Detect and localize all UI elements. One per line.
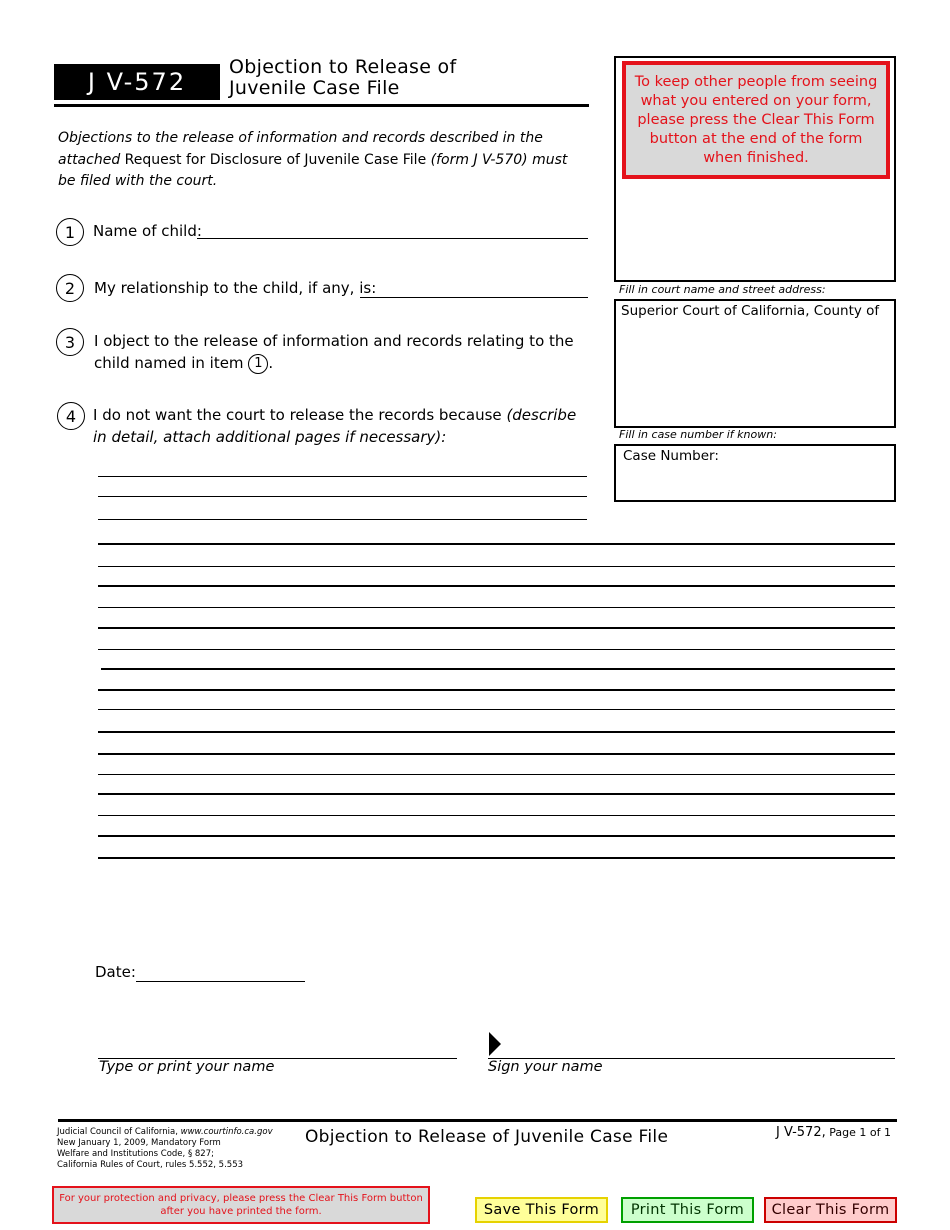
reason-line-10[interactable]: [101, 668, 895, 670]
footer-url: www.courtinfo.ca.gov: [180, 1127, 273, 1137]
reason-line-8[interactable]: [98, 627, 895, 629]
reason-line-2[interactable]: [98, 496, 587, 497]
reason-line-5[interactable]: [98, 566, 895, 567]
item-ref-number: 1: [248, 354, 268, 374]
item-4-text: [93, 404, 593, 448]
footer-line-3: Welfare and Institutions Code, § 827;: [57, 1149, 214, 1159]
item-2-number: 2: [56, 274, 84, 302]
privacy-notice: To keep other people from seeing what you entered on your form, please press the Clear This Form button at the end of the form when finished.: [622, 61, 890, 179]
reason-line-14[interactable]: [98, 753, 895, 755]
reason-line-16[interactable]: [98, 793, 895, 795]
page-title: [229, 57, 529, 99]
print-form-button[interactable]: Print This Form: [621, 1197, 754, 1223]
header-rule: [54, 104, 589, 107]
intro-part-3: (form J V-570) must be filed with the court.: [58, 151, 568, 189]
footer-page-info: [776, 1125, 891, 1140]
reason-line-17[interactable]: [98, 815, 895, 816]
item-3-suffix: .: [268, 354, 274, 372]
bottom-privacy-notice: For your protection and privacy, please press the Clear This Form button after you have printed the form.: [52, 1186, 430, 1224]
date-field[interactable]: [136, 981, 305, 982]
item-1-label: Name of child:: [93, 222, 202, 240]
title-line-1: Objection to Release of: [229, 56, 457, 78]
title-line-2: Juvenile Case File: [229, 77, 400, 99]
case-number-field[interactable]: [614, 444, 896, 502]
child-name-field[interactable]: [197, 238, 588, 239]
reason-line-11[interactable]: [98, 689, 895, 691]
footer-line-4: California Rules of Court, rules 5.552, 5.553: [57, 1160, 244, 1170]
court-name-field[interactable]: [614, 299, 896, 428]
reason-line-7[interactable]: [98, 607, 895, 608]
signature-arrow-icon: [488, 1032, 502, 1056]
footer-publisher: Judicial Council of California,: [57, 1127, 181, 1137]
court-label: Fill in court name and street address:: [619, 283, 826, 296]
reason-line-13[interactable]: [98, 731, 895, 733]
reason-line-19[interactable]: [98, 857, 895, 859]
intro-part-1: Objections to the release of information and records described in the attached: [58, 130, 543, 168]
item-3-text: [94, 330, 584, 374]
footer-citations: [57, 1127, 297, 1171]
footer-form-ref: J V-572,: [776, 1125, 826, 1140]
item-4-body: I do not want the court to release the records because: [93, 406, 507, 424]
form-id: J V-572: [54, 64, 220, 100]
reason-line-4[interactable]: [98, 543, 895, 545]
intro-paragraph: [58, 128, 578, 193]
reason-line-12[interactable]: [98, 709, 895, 710]
item-3-number: 3: [56, 328, 84, 356]
court-value: Superior Court of California, County of: [621, 303, 880, 319]
reason-line-18[interactable]: [98, 835, 895, 837]
case-label: Fill in case number if known:: [619, 428, 777, 441]
item-4-number: 4: [57, 402, 85, 430]
footer-rule: [58, 1119, 897, 1122]
footer-page-number: Page 1 of 1: [825, 1126, 891, 1139]
relationship-field[interactable]: [360, 297, 588, 298]
reason-line-9[interactable]: [98, 649, 895, 650]
footer-line-2: New January 1, 2009, Mandatory Form: [57, 1138, 221, 1148]
reason-line-15[interactable]: [98, 774, 895, 775]
item-2-label: My relationship to the child, if any, is:: [94, 279, 377, 297]
clear-form-button[interactable]: Clear This Form: [764, 1197, 897, 1223]
signature-caption: Sign your name: [488, 1059, 603, 1075]
item-4-instruction: (describe in detail, attach additional pages if necessary):: [93, 406, 577, 446]
case-value: Case Number:: [623, 448, 719, 464]
print-name-caption: Type or print your name: [99, 1059, 275, 1075]
footer-line-1: [57, 1127, 297, 1138]
date-label: Date:: [95, 963, 136, 981]
intro-part-2: Request for Disclosure of Juvenile Case File: [120, 151, 431, 168]
reason-line-1[interactable]: [98, 476, 587, 477]
reason-line-6[interactable]: [98, 585, 895, 587]
footer-title: Objection to Release of Juvenile Case File: [305, 1127, 669, 1147]
item-1-number: 1: [56, 218, 84, 246]
save-form-button[interactable]: Save This Form: [475, 1197, 608, 1223]
reason-line-3[interactable]: [98, 519, 587, 520]
item-3-body: I object to the release of information and records relating to the child named in item: [94, 332, 574, 372]
